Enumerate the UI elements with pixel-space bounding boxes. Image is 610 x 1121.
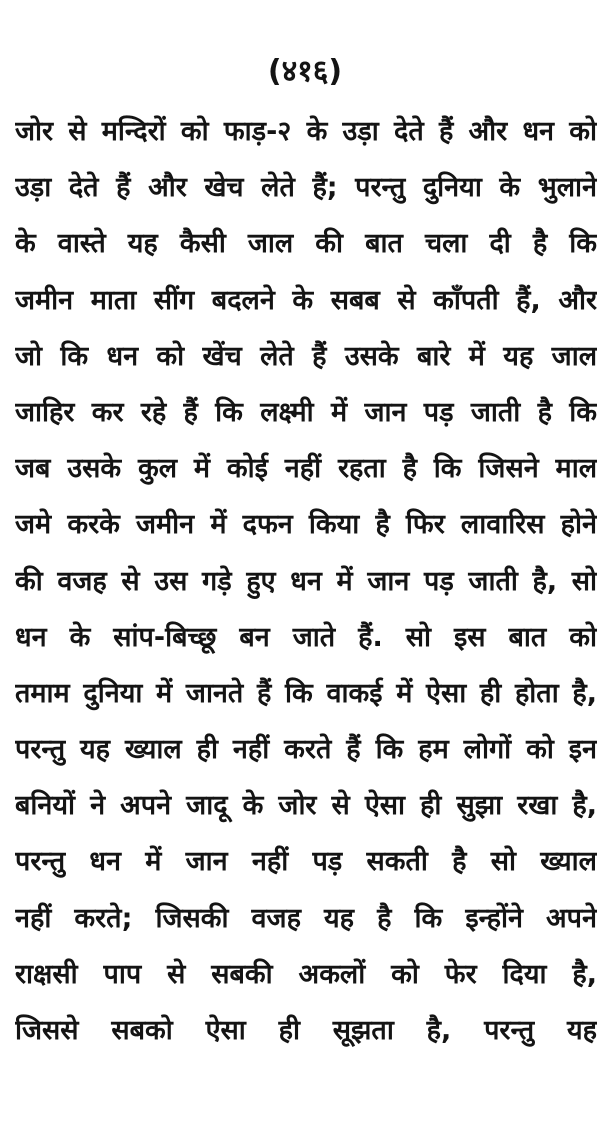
text-line: जाहिर कर रहे हैं कि लक्ष्मी में जान पड़ जाती है कि	[15, 396, 597, 428]
text-line: राक्षसी पाप से सबकी अकलों को फेर दिया है,	[15, 958, 597, 990]
text-line: जो कि धन को खेंच लेते हैं उसके बारे में यह जाल	[15, 340, 597, 372]
text-line: बनियों ने अपने जादू के जोर से ऐसा ही सुझा रखा है,	[15, 790, 597, 822]
text-line: जमे करके जमीन में दफन किया है फिर लावारिस होने	[15, 509, 597, 541]
text-line: धन के सांप-बिच्छू बन जाते हैं. सो इस बात को	[15, 621, 597, 653]
text-line: तमाम दुनिया में जानते हैं कि वाकई में ऐसा ही होता है,	[15, 677, 597, 709]
text-line: के वास्ते यह कैसी जाल की बात चला दी है कि	[15, 228, 597, 260]
text-line: की वजह से उस गड़े हुए धन में जान पड़ जाती है, सो	[15, 565, 597, 597]
page-number: (४१६)	[267, 54, 343, 89]
text-line: जिससे सबको ऐसा ही सूझता है, परन्तु यह	[15, 1015, 597, 1046]
body-text	[15, 107, 597, 1062]
text-line: उड़ा देते हैं और खेच लेते हैं; परन्तु दुनिया के भुलाने	[15, 172, 597, 204]
text-line: नहीं करते; जिसकी वजह यह है कि इन्होंने अपने	[15, 902, 597, 934]
text-line: जब उसके कुल में कोई नहीं रहता है कि जिसने माल	[15, 453, 597, 485]
text-line: जोर से मन्दिरों को फाड़-२ के उड़ा देते हैं और धन को	[15, 116, 597, 147]
text-line: जमीन माता सींग बदलने के सबब से काँपती हैं, और	[15, 284, 597, 316]
text-line: परन्तु यह ख्याल ही नहीं करते हैं कि हम लोगों को इन	[15, 734, 597, 766]
text-line: परन्तु धन में जान नहीं पड़ सकती है सो ख्याल	[15, 846, 597, 878]
